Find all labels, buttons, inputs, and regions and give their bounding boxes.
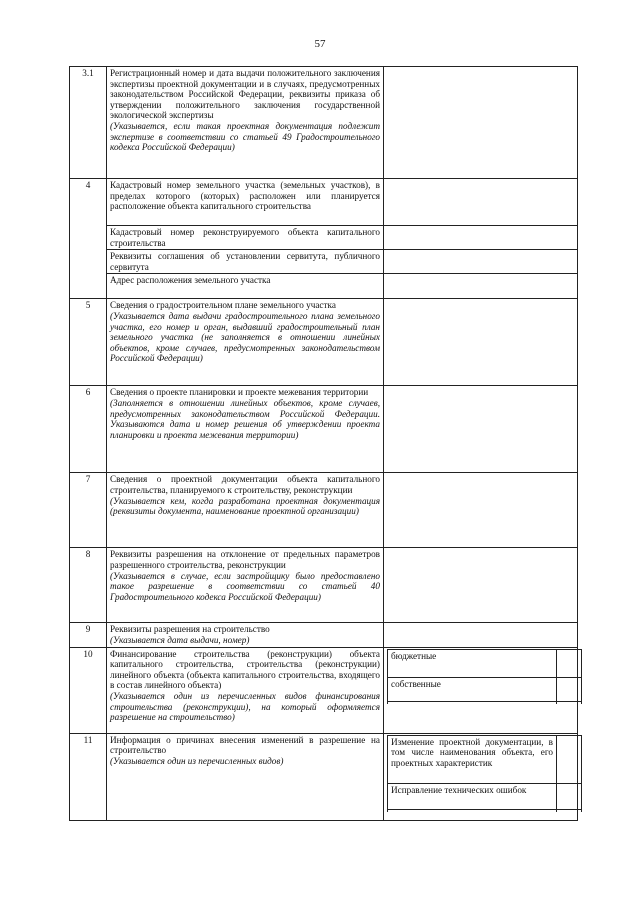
row-text: Информация о причинах внесения изменений в разрешение на строительство [110,734,380,756]
row-text: Реквизиты разрешения на отклонение от предельных параметров разрешенного строительства, реконструкции [110,549,380,570]
table-row [70,647,578,733]
option-label: Исправление технических ошибок [388,783,557,809]
option-label: Изменение проектной документации, в том числе наименования объекта, его проектных характеристик [388,735,557,783]
table-row [70,250,578,274]
row-number: 4 [70,179,107,299]
row-note: (Заполняется в отношении линейных объектов, кроме случаев, предусмотренных законодательством Российской Федерации. Указываются дата и номер решения об утверждении проекта планировки и проекта межевания территории) [110,397,380,440]
row-text: Сведения о проектной документации объекта капитального строительства, планируемого к строительству, реконструкции [110,474,380,495]
option-label: собственные [388,677,557,701]
row-number: 6 [70,386,107,473]
row-label [107,386,384,473]
table-row [70,179,578,226]
row-text: Сведения о проекте планировки и проекте межевания территории [110,387,369,398]
table-row [70,733,578,820]
table-row [70,226,578,250]
row-note: (Указывается дата выдачи градостроительного плана земельного участка, его номер и орган, выдавший градостроительный план земельного участка (не заполняется в отношении линейных объектов, кроме случаев, предусмотренных законодательством Российской Федерации) [110,310,380,364]
row-text: Реквизиты разрешения на строительство [110,624,270,635]
row-text: Сведения о градостроительном плане земельного участка [110,300,336,311]
option-checkbox[interactable] [557,649,582,677]
table-row [70,473,578,548]
row-note: (Указывается дата выдачи, номер) [110,634,250,645]
value-cell[interactable] [384,274,578,299]
option-blank [388,701,557,704]
table-row [70,623,578,647]
financing-options-table [387,649,582,704]
row-label [107,67,384,179]
row-label [107,733,384,820]
table-row [70,67,578,179]
table-row [70,386,578,473]
row-label [107,299,384,386]
option-checkbox[interactable] [557,677,582,701]
option-checkbox[interactable] [557,783,582,809]
row-note: (Указывается кем, когда разработана проектная документация (реквизиты документа, наименование проектной организации) [110,495,380,517]
application-form-table [69,66,578,821]
row-text: Регистрационный номер и дата выдачи положительного заключения экспертизы проектной документации и в случаях, предусмотренных законодательством Российской Федерации, реквизиты приказа об утверждении положительного заключения государственной экологической экспертизы [110,68,380,121]
value-cell[interactable] [384,299,578,386]
financing-options [384,647,578,733]
value-cell[interactable] [384,67,578,179]
value-cell[interactable] [384,386,578,473]
option-checkbox[interactable] [557,735,582,783]
row-note: (Указывается, если такая проектная документация подлежит экспертизе в соответствии со статьей 49 Градостроительного кодекса Российской Федерации) [110,120,380,153]
row-label: Кадастровый номер земельного участка (земельных участков), в пределах которого (которых) расположен или планируется расположение объекта капитального строительства [107,179,384,226]
option-blank [557,701,582,704]
row-number: 3.1 [70,67,107,179]
row-number: 8 [70,548,107,623]
row-label: Адрес расположения земельного участка [107,274,384,299]
change-reason-table [387,735,582,812]
row-label [107,647,384,733]
row-number: 7 [70,473,107,548]
row-number: 5 [70,299,107,386]
value-cell[interactable] [384,250,578,274]
table-row [70,548,578,623]
value-cell[interactable] [384,179,578,226]
row-note: (Указывается один из перечисленных видов) [110,755,284,766]
value-cell[interactable] [384,548,578,623]
row-label: Кадастровый номер реконструируемого объекта капитального строительства [107,226,384,250]
row-number: 9 [70,623,107,647]
row-label [107,473,384,548]
change-reason-options [384,733,578,820]
row-number: 10 [70,647,107,733]
option-blank [557,809,582,812]
row-label [107,548,384,623]
value-cell[interactable] [384,473,578,548]
row-number: 11 [70,733,107,820]
table-row [70,299,578,386]
option-blank [388,809,557,812]
page-number: 57 [314,38,326,50]
value-cell[interactable] [384,226,578,250]
row-label [107,623,384,647]
table-row [70,274,578,299]
option-label: бюджетные [388,649,557,677]
row-text: Финансирование строительства (реконструкции) объекта капитального строительства, строительства (реконструкции) линейного объекта (объекта капитального строительства, входящего в состав линейного объекта) [110,648,380,691]
row-note: (Указывается в случае, если застройщику было предоставлено такое разрешение в соответствии со статьей 40 Градостроительного кодекса Российской Федерации) [110,570,380,602]
row-note: (Указывается один из перечисленных видов финансирования строительства (реконструкции), на который оформляется разрешение на строительство) [110,690,380,723]
row-label: Реквизиты соглашения об установлении сервитута, публичного сервитута [107,250,384,274]
value-cell[interactable] [384,623,578,647]
